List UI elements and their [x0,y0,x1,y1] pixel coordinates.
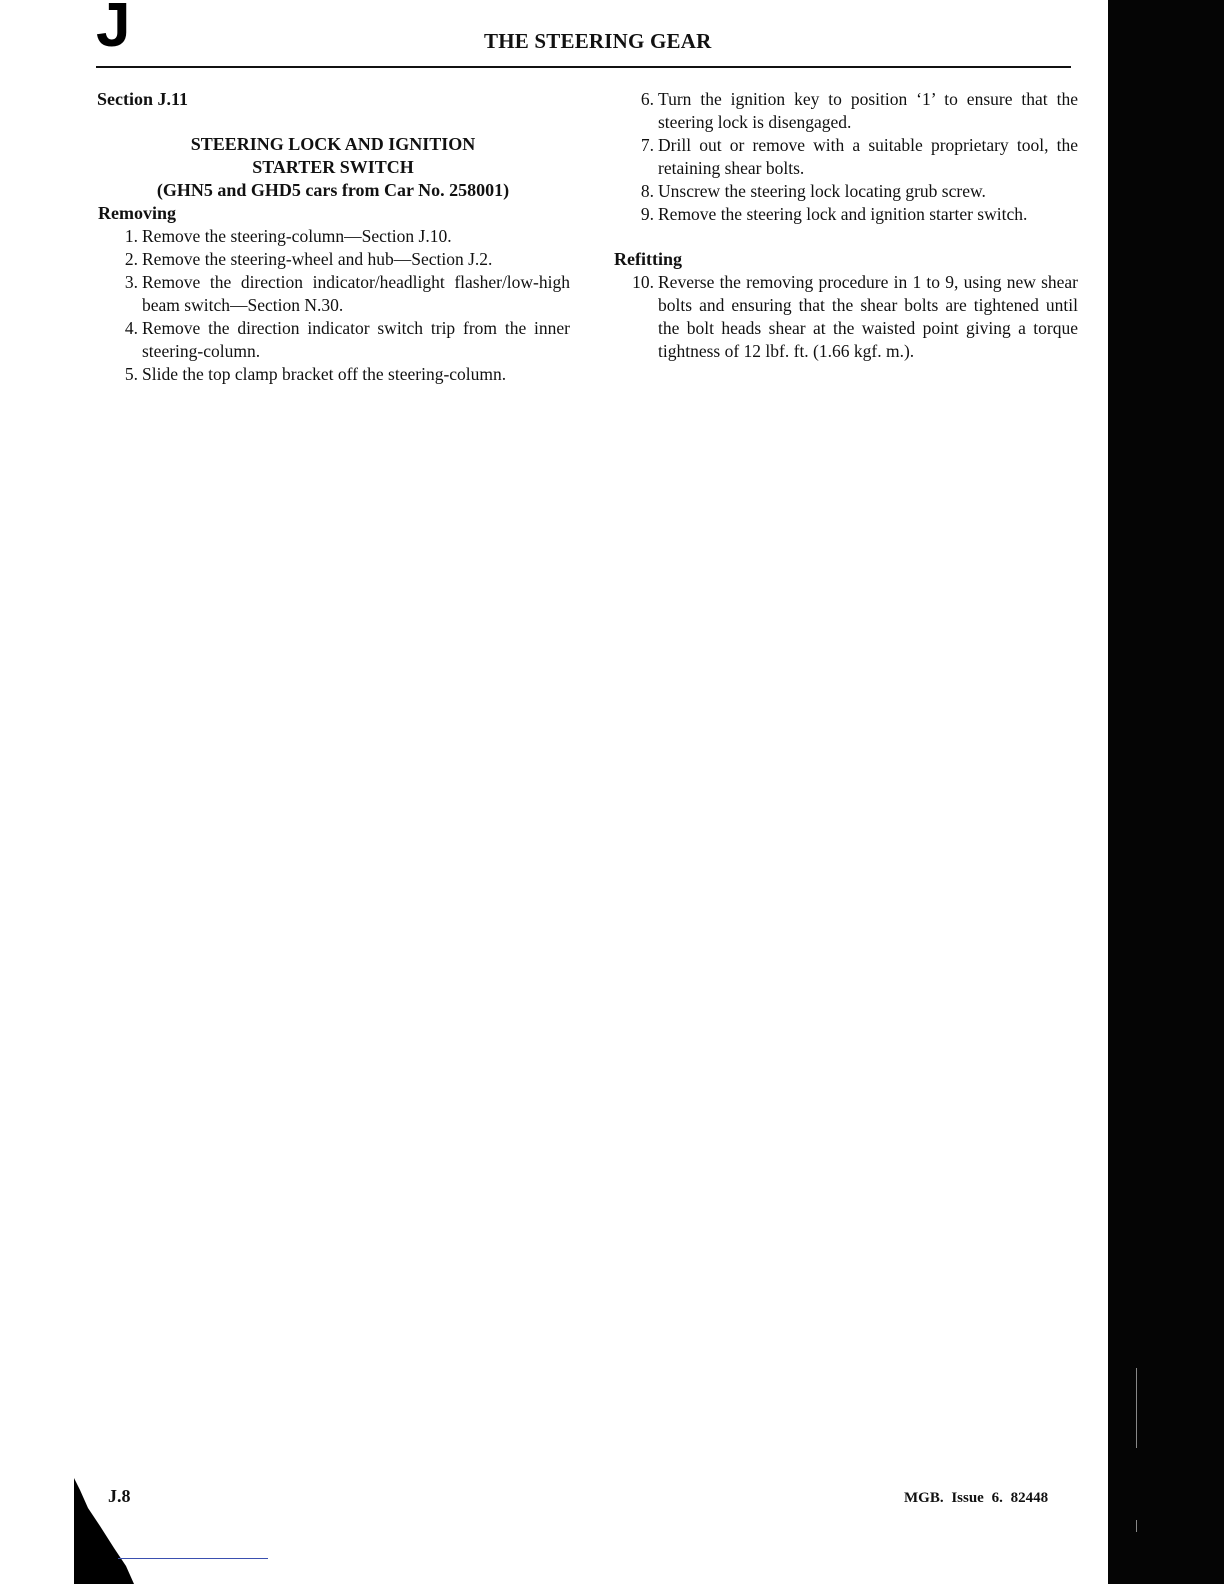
list-item [612,88,1078,134]
step-text: Slide the top clamp bracket off the steering-column. [142,364,507,384]
step-text: Remove the direction indicator switch trip from the inner steering-column. [142,318,570,361]
heading-line: (GHN5 and GHD5 cars from Car No. 258001) [156,180,510,200]
list-item [612,180,1078,203]
list-item [96,271,570,317]
section-letter: J [96,0,131,60]
right-column [612,88,1078,363]
step-number: 6. [640,89,654,109]
step-number: 5. [124,364,138,384]
list-item [96,225,570,248]
heading-line: STEERING LOCK AND IGNITION [190,134,476,154]
removing-steps [96,225,570,386]
section-label: Section J.11 [97,89,189,109]
step-number: 9. [640,204,654,224]
scan-mark [1136,1520,1137,1532]
removing-heading: Removing [98,203,176,223]
step-text: Drill out or remove with a suitable proprietary tool, the retaining shear bolts. [658,135,1078,178]
step-text: Unscrew the steering lock locating grub screw. [658,181,986,201]
list-item [612,271,1078,363]
header-rule [96,66,1071,68]
scan-edge-bar [1108,0,1224,1584]
footer-reference: MGB. Issue 6. 82448 [904,1490,1049,1506]
step-text: Remove the steering-column—Section J.10. [142,226,452,246]
list-item [96,317,570,363]
step-number: 8. [640,181,654,201]
running-title: THE STEERING GEAR [484,29,712,53]
step-number: 3. [124,272,138,292]
removing-steps-continued [612,88,1078,226]
left-column [96,88,570,386]
list-item [612,134,1078,180]
list-item [612,203,1078,226]
refitting-steps [612,271,1078,363]
step-text: Remove the direction indicator/headlight flasher/low-high beam switch—Section N.30. [142,272,570,315]
step-number: 7. [640,135,654,155]
list-item [96,363,570,386]
heading-line: STARTER SWITCH [252,157,414,177]
scan-bottom-line [118,1558,268,1559]
step-number: 1. [124,226,138,246]
refitting-heading: Refitting [614,249,682,269]
step-text: Turn the ignition key to position ‘1’ to ensure that the steering lock is disengaged. [658,89,1078,132]
step-number: 4. [124,318,138,338]
section-heading [96,133,570,202]
step-text: Reverse the removing procedure in 1 to 9, using new shear bolts and ensuring that the shear bolts are tightened until the bolt heads shear at the waisted point giving a torque tightness of 12 lbf. ft. (1.66 kgf. m.). [658,272,1078,361]
scan-mark [1136,1368,1137,1448]
list-item [96,248,570,271]
step-number: 2. [124,249,138,269]
step-number: 10. [632,272,654,292]
page-number: J.8 [108,1486,131,1506]
step-text: Remove the steering lock and ignition starter switch. [658,204,1028,224]
step-text: Remove the steering-wheel and hub—Section J.2. [142,249,493,269]
